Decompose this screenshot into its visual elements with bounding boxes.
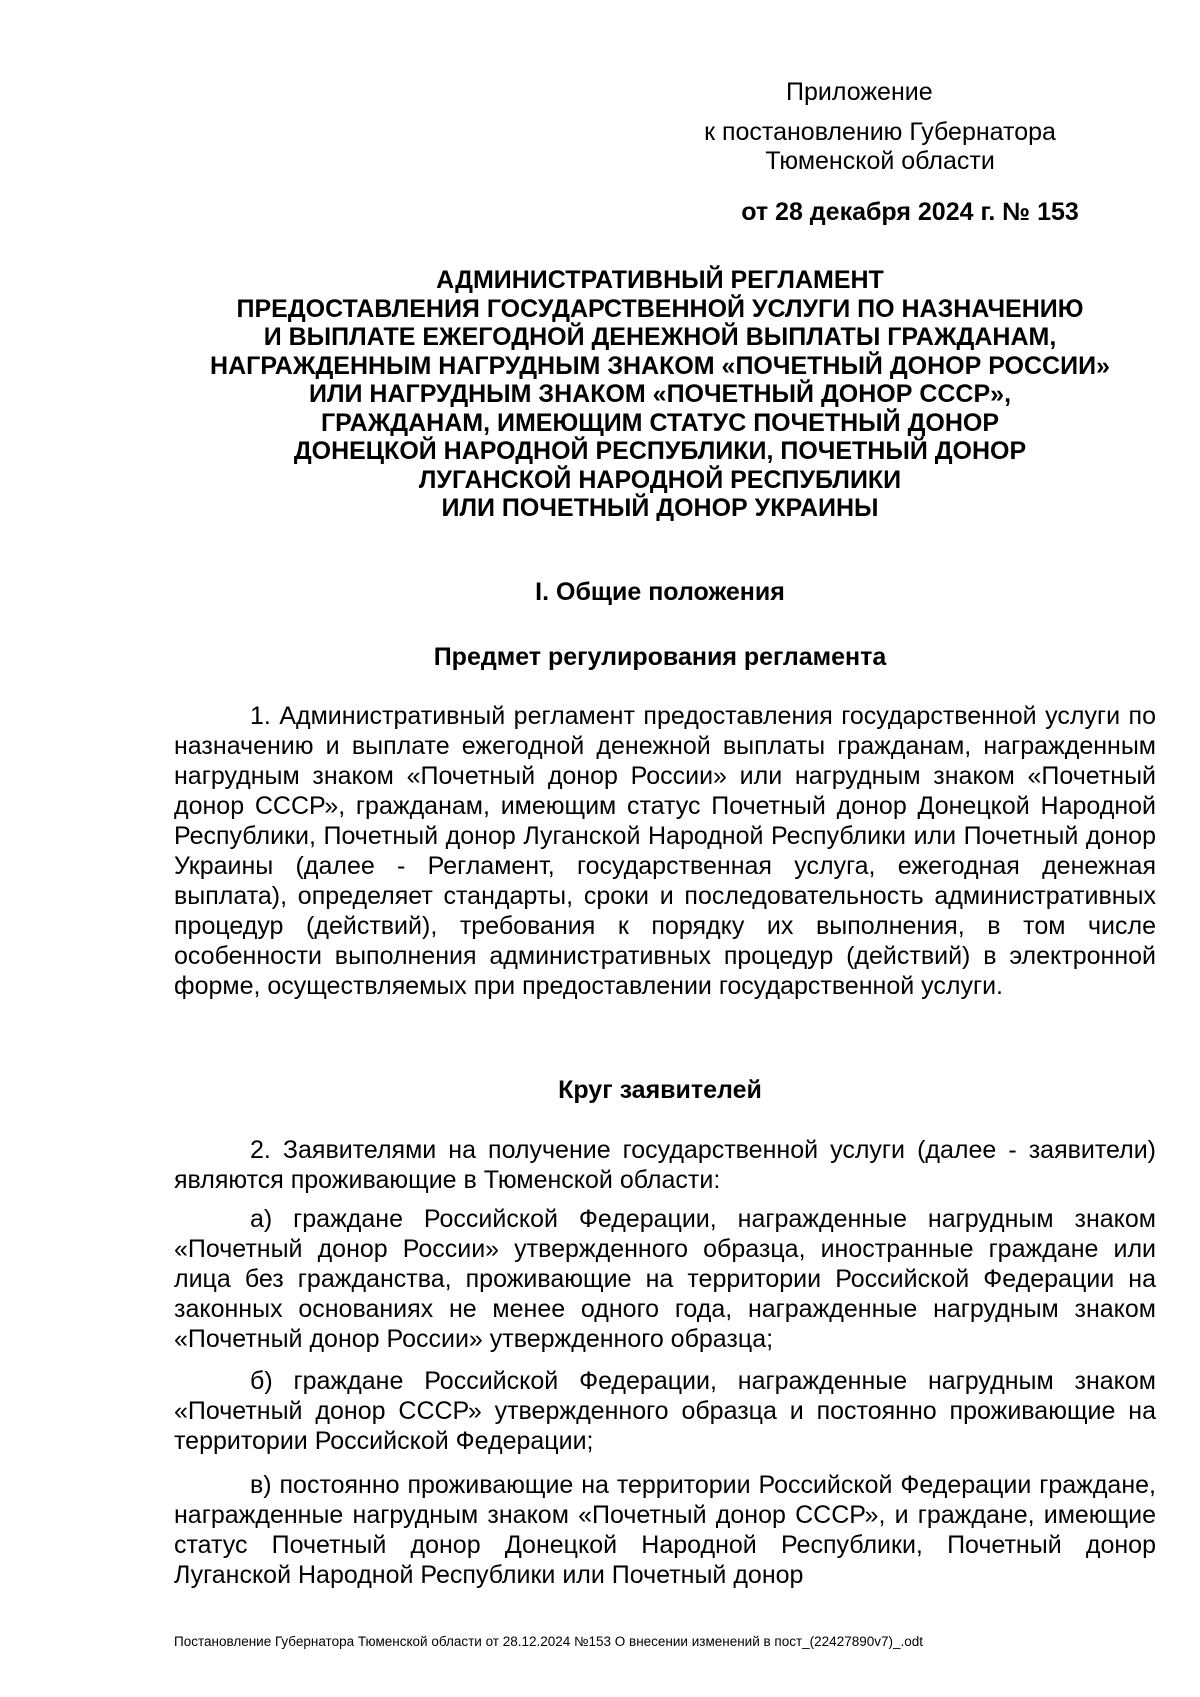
document-title xyxy=(130,266,1190,523)
decree-date: от 28 декабря 2024 г. № 153 xyxy=(741,198,1079,226)
title-line: ЛУГАНСКОЙ НАРОДНОЙ РЕСПУБЛИКИ xyxy=(418,465,902,494)
title-line: ДОНЕЦКОЙ НАРОДНОЙ РЕСПУБЛИКИ, ПОЧЕТНЫЙ ДОНОР xyxy=(293,437,1027,465)
title-line: ПРЕДОСТАВЛЕНИЯ ГОСУДАРСТВЕННОЙ УСЛУГИ ПО НАЗНАЧЕНИЮ xyxy=(236,294,1084,323)
paragraph-1: 1. Административный регламент предоставления государственной услуги по назначению и выплате ежегодной денежной выплаты гражданам, награжденным нагрудным знаком «Почетный донор России» или нагрудным знаком «Почетный донор СССР», гражданам, имеющим статус Почетный донор Донецкой Народной Республики, Почетный донор Луганской Народной Республики или Почетный донор Украины (далее - Регламент, государственная услуга, ежегодная денежная выплата), определяет стандарты, сроки и последовательность административных процедур (действий), требования к порядку их выполнения, в том числе особенности выполнения административных процедур (действий) в электронной форме, осуществляемых при предоставлении государственной услуги. xyxy=(174,702,1156,1000)
title-line: ГРАЖДАНАМ, ИМЕЮЩИМ СТАТУС ПОЧЕТНЫЙ ДОНОР xyxy=(320,408,999,437)
title-line: НАГРАЖДЕННЫМ НАГРУДНЫМ ЗНАКОМ «ПОЧЕТНЫЙ ДОНОР РОССИИ» xyxy=(210,351,1110,380)
title-line: АДМИНИСТРАТИВНЫЙ РЕГЛАМЕНТ xyxy=(436,266,884,294)
paragraph-2c: в) постоянно проживающие на территории Российской Федерации граждане, награжденные нагрудным знаком «Почетный донор СССР», и граждане, имеющие статус Почетный донор Донецкой Народной Республики, Почетный донор Луганской Народной Республики или Почетный донор xyxy=(174,1471,1156,1589)
paragraph-2a: а) граждане Российской Федерации, награжденные нагрудным знаком «Почетный донор России» утвержденного образца, иностранные граждане или лица без гражданства, проживающие на территории Российской Федерации на законных основаниях не менее одного года, награжденные нагрудным знаком «Почетный донор России» утвержденного образца; xyxy=(174,1205,1156,1353)
subsection-heading-subject: Предмет регулирования регламента xyxy=(433,643,887,671)
page-footer: Постановление Губернатора Тюменской области от 28.12.2024 №153 О внесении изменений в пост_(22427890v7)_.odt xyxy=(174,1634,924,1649)
title-line: ИЛИ ПОЧЕТНЫЙ ДОНОР УКРАИНЫ xyxy=(441,494,879,522)
paragraph-2: 2. Заявителями на получение государственной услуги (далее - заявители) являются проживающие в Тюменской области: xyxy=(174,1136,1156,1194)
title-line: И ВЫПЛАТЕ ЕЖЕГОДНОЙ ДЕНЕЖНОЙ ВЫПЛАТЫ ГРАЖДАНАМ, xyxy=(263,323,1057,351)
decree-reference: к постановлению Губернатора Тюменской области xyxy=(704,118,1056,175)
section-heading: I. Общие положения xyxy=(535,578,785,606)
subsection-heading-applicants: Круг заявителей xyxy=(558,1076,762,1104)
paragraph-2b: б) граждане Российской Федерации, награжденные нагрудным знаком «Почетный донор СССР» утвержденного образца и постоянно проживающие на территории Российской Федерации; xyxy=(174,1367,1156,1455)
title-line: ИЛИ НАГРУДНЫМ ЗНАКОМ «ПОЧЕТНЫЙ ДОНОР СССР», xyxy=(308,380,1012,408)
appendix-label: Приложение xyxy=(786,78,933,106)
